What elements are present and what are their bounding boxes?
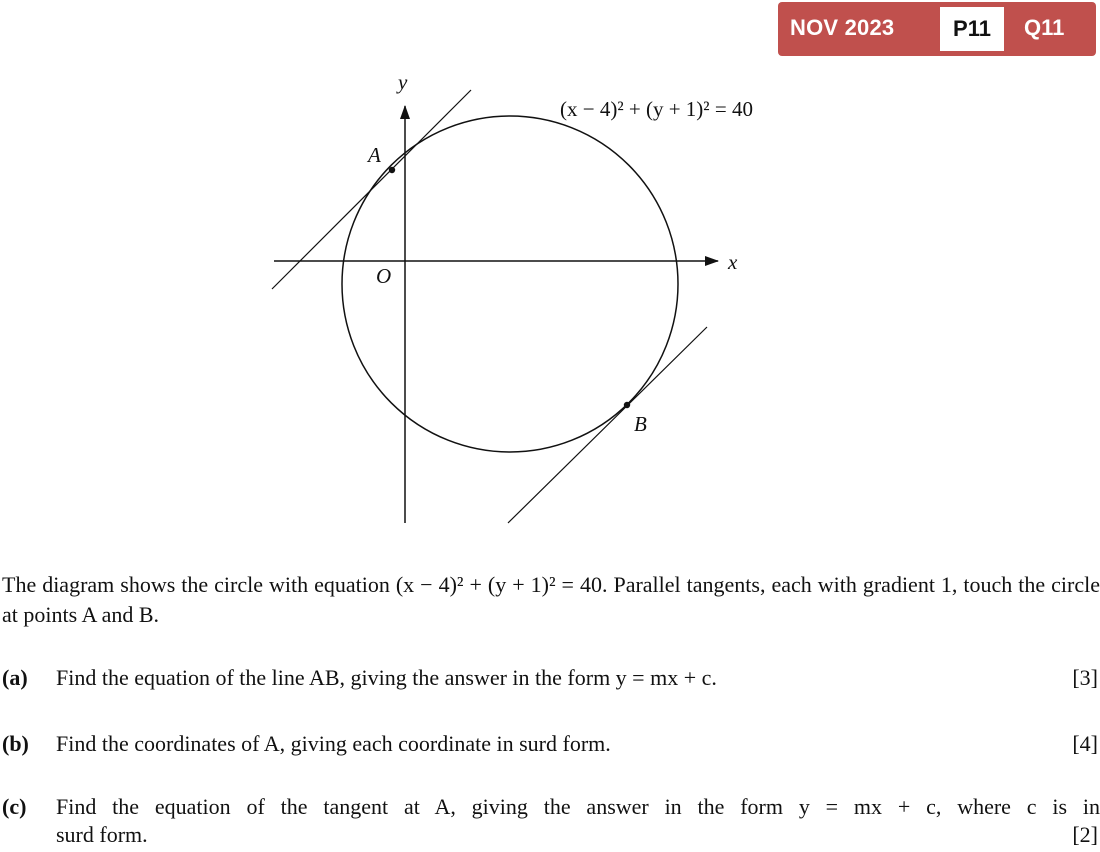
part-c-label: (c) <box>2 794 27 819</box>
circle <box>342 116 678 452</box>
question-number-label: Q11 <box>1024 15 1065 40</box>
exam-session-label: NOV 2023 <box>790 15 895 40</box>
part-c-marks: [2] <box>1072 822 1098 847</box>
tangent-line-at-a <box>272 90 471 289</box>
origin-label: O <box>376 264 392 288</box>
part-c-text-line-1: Find the equation of the tangent at A, giving the answer in the form y = mx + c, where c is in <box>56 794 1100 819</box>
part-c-text-line-2: surd form. <box>56 822 148 847</box>
y-axis-label: y <box>398 70 408 94</box>
paper-number-label: P11 <box>940 7 1004 51</box>
part-a-label: (a) <box>2 665 28 690</box>
x-axis-label: x <box>728 250 738 274</box>
circle-equation-label: (x − 4)² + (y + 1)² = 40 <box>560 97 753 121</box>
part-b-marks: [4] <box>1072 731 1098 756</box>
part-b-text: Find the coordinates of A, giving each coordinate in surd form. <box>56 731 611 756</box>
part-b-label: (b) <box>2 731 29 756</box>
point-a-label: A <box>368 143 381 167</box>
point-b <box>624 402 630 408</box>
question-intro-sentence-1: The diagram shows the circle with equation (x − 4)² + (y + 1)² = 40. <box>2 572 608 597</box>
question-part-c <box>2 792 1100 852</box>
point-a <box>389 167 395 173</box>
point-b-label: B <box>634 412 647 436</box>
part-a-text: Find the equation of the line AB, giving the answer in the form y = mx + c. <box>56 665 717 690</box>
tangent-line-at-b <box>508 327 707 523</box>
question-intro <box>2 570 1100 630</box>
part-a-marks: [3] <box>1072 665 1098 690</box>
question-intro-sentence-2: Parallel tangents, each with gradient 1, touch the circle at points A and B. <box>2 572 1100 627</box>
